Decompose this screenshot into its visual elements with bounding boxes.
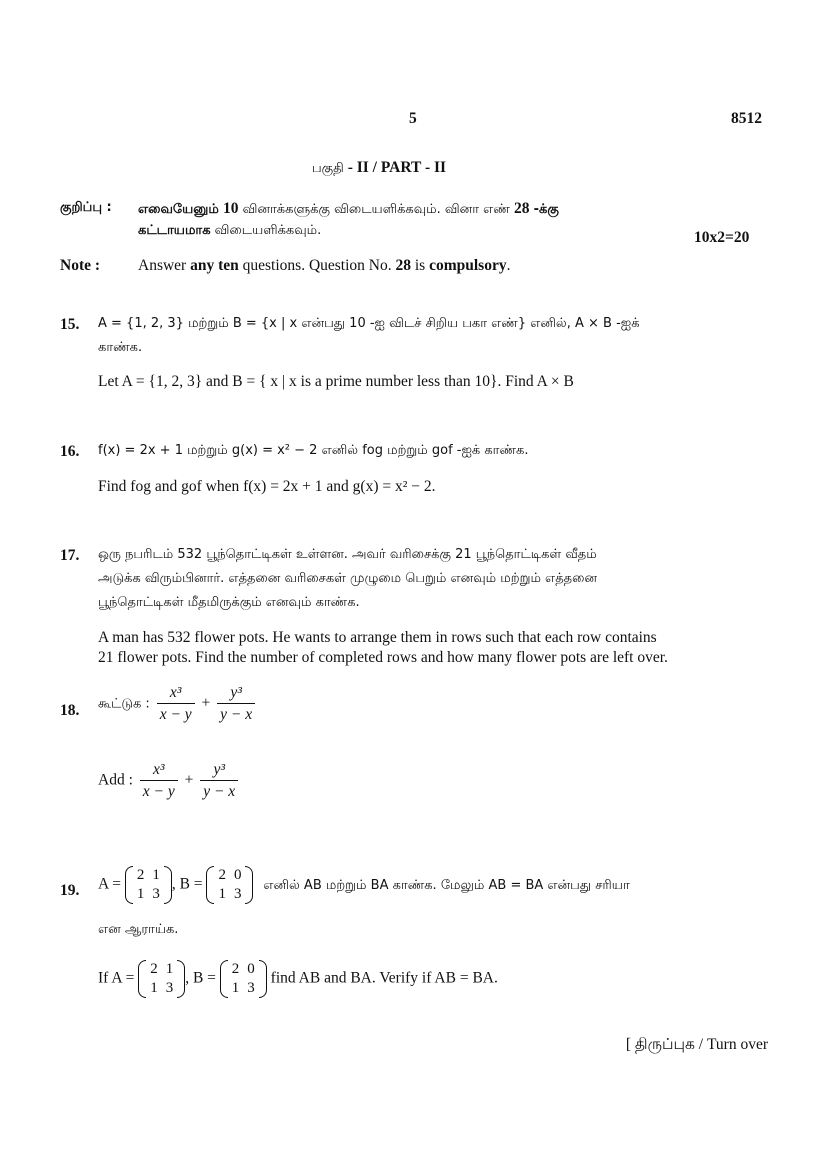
fraction: $\frac{\text{y³}}{y - x}$ — [217, 684, 255, 724]
question-number: 19. — [60, 882, 80, 899]
q15-en-text: Let A = {1, 2, 3} and B = { x | x is a prime number less than 10}. Find A × B — [98, 373, 574, 390]
q16-en-text: Find fog and gof when f(x) = 2x + 1 and g(x) = x² − 2. — [98, 478, 436, 495]
q19-en-line: If A = 2 1 1 3 , B = 2 0 1 3 find AB and BA. Verify if AB = BA. — [98, 961, 498, 996]
note-ta-line1: எவையேனும் 10 வினாக்களுக்கு விடையளிக்கவும். வினா எண் 28 -க்கு — [138, 200, 559, 217]
page-number: 5 — [409, 110, 417, 127]
matrix-a: 2 1 1 3 — [138, 960, 185, 998]
note-ta-label: குறிப்பு : — [60, 200, 112, 215]
q18-en-expression: Add : $\frac{\text{x³}}{x - y}$ + $\frac{\text{y³}}{y - x}$ — [98, 761, 241, 801]
q18-ta-expression: கூட்டுக : $\frac{\text{x³}}{x - y}$ + $\frac{\text{y³}}{y - x}$ — [98, 684, 258, 724]
matrix-b: 2 0 1 3 — [220, 960, 267, 998]
note-en-label: Note : — [60, 257, 101, 274]
question-number: 16. — [60, 443, 80, 460]
q17-en-line1: A man has 532 flower pots. He wants to arrange them in rows such that each row contains — [98, 629, 657, 646]
q19-ta-line2: என ஆராய்க. — [98, 922, 179, 937]
note-en-text: Answer any ten questions. Question No. 28 is compulsory. — [138, 257, 511, 274]
matrix-a: 2 1 1 3 — [125, 866, 172, 904]
fraction: $\frac{\text{y³}}{y - x}$ — [200, 761, 238, 801]
question-number: 15. — [60, 316, 80, 333]
fraction: $\frac{\text{x³}}{x - y}$ — [157, 684, 195, 724]
q17-ta-line1: ஒரு நபரிடம் 532 பூந்தொட்டிகள் உள்ளன. அவர் வரிசைக்கு 21 பூந்தொட்டிகள் வீதம் — [98, 547, 597, 562]
q15-ta-line1: A = {1, 2, 3} மற்றும் B = {x | x என்பது 10 -ஐ விடச் சிறிய பகா எண்} எனில், A × B -ஐக் — [98, 316, 640, 331]
q17-en-line2: 21 flower pots. Find the number of completed rows and how many flower pots are left over. — [98, 649, 668, 666]
q17-ta-line3: பூந்தொட்டிகள் மீதமிருக்கும் எனவும் காண்க. — [98, 595, 360, 610]
q19-ta-line1: A = 2 1 1 3 , B = 2 0 1 3 எனில் AB மற்றும் BA காண்க. மேலும் AB = BA என்பது சரியா — [98, 867, 630, 902]
question-number: 18. — [60, 702, 80, 719]
fraction: $\frac{\text{x³}}{x - y}$ — [140, 761, 178, 801]
turn-over-label: [ திருப்புக / Turn over — [625, 1036, 768, 1053]
q15-ta-line2: காண்க. — [98, 340, 143, 355]
part-title: பகுதி - II / PART - II — [312, 159, 447, 176]
q17-ta-line2: அடுக்க விரும்பினார். எத்தனை வரிசைகள் முழுமை பெறும் எனவும் மற்றும் எத்தனை — [98, 571, 598, 586]
question-number: 17. — [60, 547, 80, 564]
marks-label: 10x2=20 — [694, 229, 750, 246]
paper-code: 8512 — [731, 110, 762, 127]
q16-ta-text: f(x) = 2x + 1 மற்றும் g(x) = x² − 2 எனில் fog மற்றும் gof -ஐக் காண்க. — [98, 443, 529, 458]
note-ta-line2: கட்டாயமாக விடையளிக்கவும். — [138, 223, 322, 238]
matrix-b: 2 0 1 3 — [206, 866, 253, 904]
